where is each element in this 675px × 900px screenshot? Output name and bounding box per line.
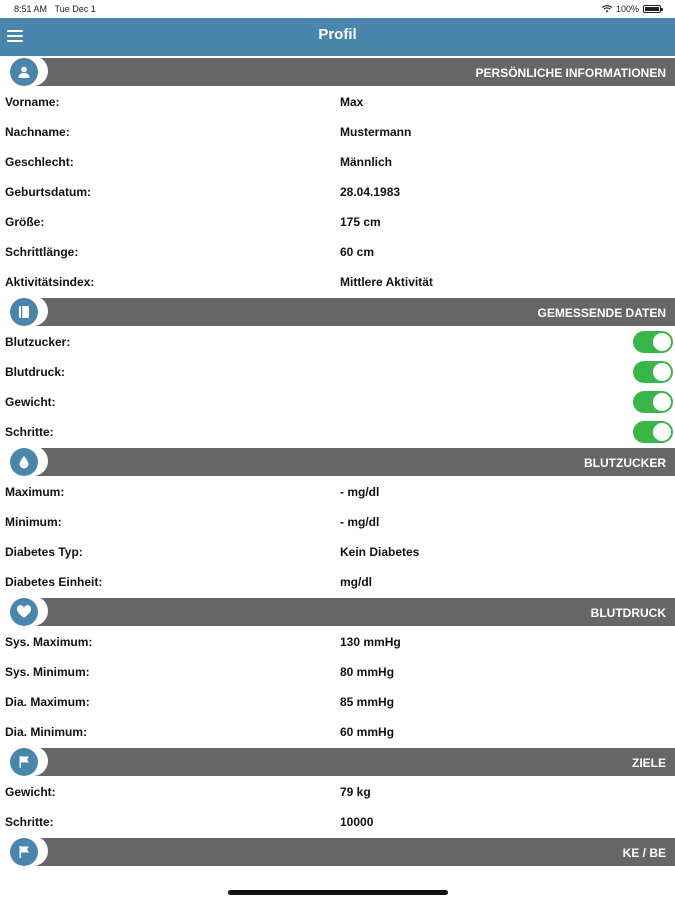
flag-icon xyxy=(10,838,38,866)
row-label: Größe: xyxy=(5,215,45,229)
row-value: Männlich xyxy=(340,155,393,169)
pressure-toggle[interactable] xyxy=(633,361,673,383)
row-label: Sys. Minimum: xyxy=(5,665,90,679)
profile-content[interactable] xyxy=(0,56,675,866)
row-label: Schritte: xyxy=(5,815,54,829)
row-value: 60 cm xyxy=(340,245,375,259)
info-row-dia-min[interactable] xyxy=(0,716,675,746)
info-row-birthdate[interactable] xyxy=(0,176,675,206)
row-label: Minimum: xyxy=(5,515,62,529)
section-title: BLUTZUCKER xyxy=(584,456,666,470)
info-row-dia-max[interactable] xyxy=(0,686,675,716)
row-value: - mg/dl xyxy=(340,515,380,529)
row-label: Maximum: xyxy=(5,485,65,499)
info-row-activity[interactable] xyxy=(0,266,675,296)
section-header-glucose xyxy=(0,446,675,476)
row-value: 80 mmHg xyxy=(340,665,395,679)
heart-icon xyxy=(10,598,38,626)
row-value: mg/dl xyxy=(340,575,372,589)
info-row-last-name[interactable] xyxy=(0,116,675,146)
row-value: - mg/dl xyxy=(340,485,380,499)
page-title: Profil xyxy=(318,26,357,43)
glucose-toggle[interactable] xyxy=(633,331,673,353)
row-label: Sys. Maximum: xyxy=(5,635,93,649)
row-label: Schritte: xyxy=(5,425,54,439)
home-indicator[interactable] xyxy=(228,890,448,895)
section-header-measured xyxy=(0,296,675,326)
book-icon xyxy=(10,298,38,326)
wifi-icon xyxy=(602,5,612,13)
section-title: PERSÖNLICHE INFORMATIONEN xyxy=(475,66,666,80)
toggle-row-steps xyxy=(0,416,675,446)
steps-toggle[interactable] xyxy=(633,421,673,443)
row-label: Nachname: xyxy=(5,125,70,139)
toggle-row-weight xyxy=(0,386,675,416)
row-label: Schrittlänge: xyxy=(5,245,79,259)
row-label: Dia. Minimum: xyxy=(5,725,88,739)
info-row-goal-weight[interactable] xyxy=(0,776,675,806)
info-row-sys-min[interactable] xyxy=(0,656,675,686)
person-icon xyxy=(10,58,38,86)
row-value: 28.04.1983 xyxy=(340,185,401,199)
row-value: Mustermann xyxy=(340,125,412,139)
info-row-sys-max[interactable] xyxy=(0,626,675,656)
row-label: Vorname: xyxy=(5,95,60,109)
status-time: 8:51 AM Tue Dec 1 xyxy=(14,4,96,14)
section-title: BLUTDRUCK xyxy=(590,606,666,620)
row-value: 130 mmHg xyxy=(340,635,401,649)
toggle-row-glucose xyxy=(0,326,675,356)
info-row-diabetes-type[interactable] xyxy=(0,536,675,566)
row-value: 10000 xyxy=(340,815,374,829)
section-header-ke-be xyxy=(0,836,675,866)
section-header-goals xyxy=(0,746,675,776)
row-value: 79 kg xyxy=(340,785,371,799)
info-row-gender[interactable] xyxy=(0,146,675,176)
section-title: KE / BE xyxy=(622,846,666,860)
row-label: Gewicht: xyxy=(5,395,56,409)
row-label: Blutzucker: xyxy=(5,335,71,349)
row-label: Geburtsdatum: xyxy=(5,185,92,199)
row-value: Mittlere Aktivität xyxy=(340,275,433,289)
info-row-diabetes-unit[interactable] xyxy=(0,566,675,596)
toggle-row-pressure xyxy=(0,356,675,386)
status-bar xyxy=(0,0,675,18)
drop-icon xyxy=(10,448,38,476)
row-value: 175 cm xyxy=(340,215,381,229)
section-title: GEMESSENDE DATEN xyxy=(537,306,666,320)
row-label: Geschlecht: xyxy=(5,155,74,169)
nav-bar xyxy=(0,18,675,56)
row-value: 60 mmHg xyxy=(340,725,395,739)
row-label: Diabetes Einheit: xyxy=(5,575,103,589)
section-header-personal xyxy=(0,56,675,86)
info-row-first-name[interactable] xyxy=(0,86,675,116)
section-title: ZIELE xyxy=(631,756,666,770)
section-header-pressure xyxy=(0,596,675,626)
row-label: Aktivitätsindex: xyxy=(5,275,95,289)
info-row-glucose-max[interactable] xyxy=(0,476,675,506)
info-row-goal-steps[interactable] xyxy=(0,806,675,836)
status-right xyxy=(602,4,661,14)
battery-icon xyxy=(643,5,661,13)
info-row-glucose-min[interactable] xyxy=(0,506,675,536)
row-label: Diabetes Typ: xyxy=(5,545,83,559)
battery-percent: 100% xyxy=(615,4,639,14)
weight-toggle[interactable] xyxy=(633,391,673,413)
row-label: Blutdruck: xyxy=(5,365,65,379)
info-row-height[interactable] xyxy=(0,206,675,236)
row-label: Dia. Maximum: xyxy=(5,695,90,709)
flag-icon xyxy=(10,748,38,776)
row-value: Max xyxy=(340,95,364,109)
row-value: Kein Diabetes xyxy=(340,545,420,559)
info-row-stride[interactable] xyxy=(0,236,675,266)
row-label: Gewicht: xyxy=(5,785,56,799)
row-value: 85 mmHg xyxy=(340,695,395,709)
